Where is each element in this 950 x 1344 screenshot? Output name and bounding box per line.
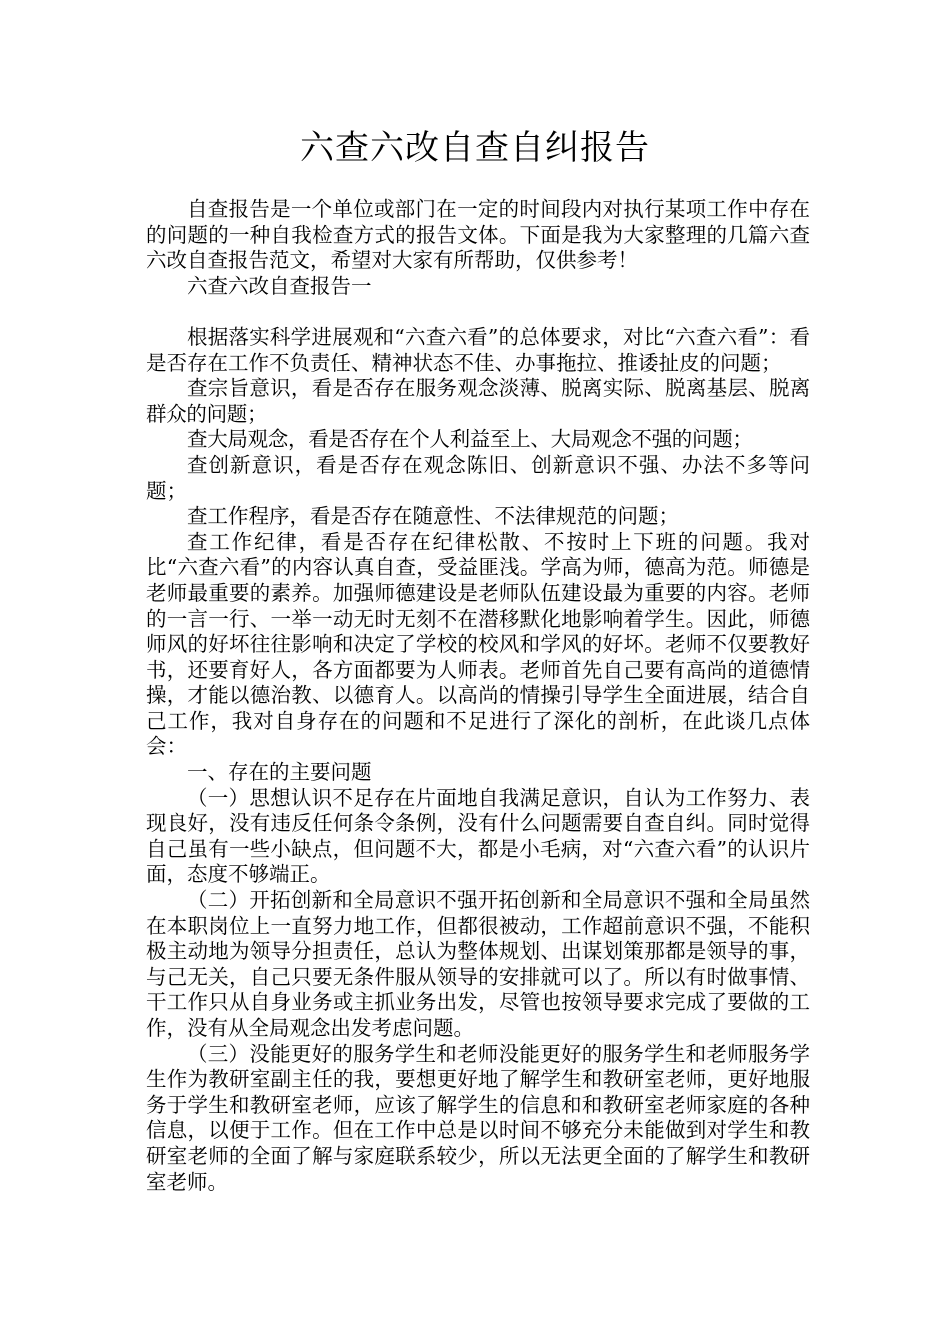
paragraph-innovation-check: 查创新意识，看是否存在观念陈旧、创新意识不强、办法不多等问题； [146,452,810,503]
paragraph-procedure-check: 查工作程序，看是否存在随意性、不法律规范的问题； [187,504,679,529]
section-heading-main-problems: 一、存在的主要问题 [187,760,372,785]
paragraph-requirements: 根据落实科学进展观和“六查六看”的总体要求，对比“六查六看”：看是否存在工作不负责任、精神状态不佳、办事拖拉、推诿扯皮的问题； [146,324,810,375]
paragraph-purpose-check: 查宗旨意识，看是否存在服务观念淡薄、脱离实际、脱离基层、脱离群众的问题； [146,376,810,426]
paragraph-problem-1: （一）思想认识不足存在片面地自我满足意识，自认为工作努力、表现良好，没有违反任何条令条例，没有什么问题需要自查自纠。同时觉得自己虽有一些小缺点，但问题不大，都是小毛病，对“六查六看”的认识片面，态度不够端正。 [146,785,810,887]
paragraph-problem-2: （二）开拓创新和全局意识不强开拓创新和全局意识不强和全局虽然在本职岗位上一直努力地工作，但都很被动，工作超前意识不强，不能积极主动地为领导分担责任，总认为整体规划、出谋划策那都是领导的事，与己无关，自己只要无条件服从领导的安排就可以了。所以有时做事情、干工作只从自身业务或主抓业务出发，尽管也按领导要求完成了要做的工作，没有从全局观念出发考虑问题。 [146,888,810,1040]
document-body [146,197,810,1195]
paragraph-problem-3: （三）没能更好的服务学生和老师没能更好的服务学生和老师服务学生作为教研室副主任的我，要想更好地了解学生和教研室老师，更好地服务于学生和教研室老师，应该了解学生的信息和和教研室老师家庭的各种信息，以便于工作。但在工作中总是以时间不够充分未能做到对学生和教研室老师的全面了解与家庭联系较少，所以无法更全面的了解学生和教研室老师。 [146,1041,810,1194]
paragraph-overall-check: 查大局观念，看是否存在个人利益至上、大局观念不强的问题； [187,427,753,452]
paragraph-intro: 自查报告是一个单位或部门在一定的时间段内对执行某项工作中存在的问题的一种自我检查方式的报告文体。下面是我为大家整理的几篇六查六改自查报告范文，希望对大家有所帮助，仅供参考！ [146,197,810,273]
paragraph-subtitle: 六查六改自查报告一 [187,273,372,298]
document-title: 六查六改自查自纠报告 [300,128,650,168]
paragraph-discipline-check: 查工作纪律，看是否存在纪律松散、不按时上下班的问题。我对比“六查六看”的内容认真自查，受益匪浅。学高为师，德高为范。师德是老师最重要的素养。加强师德建设是老师队伍建设最为重要的内容。老师的一言一行、一举一动无时无刻不在潜移默化地影响着学生。因此，师德师风的好坏往往影响和决定了学校的校风和学风的好坏。老师不仅要教好书，还要育好人，各方面都要为人师表。老师首先自己要有高尚的道德情操，才能以德治教、以德育人。以高尚的情操引导学生全面进展，结合自己工作，我对自身存在的问题和不足进行了深化的剖析，在此谈几点体会： [146,529,810,759]
